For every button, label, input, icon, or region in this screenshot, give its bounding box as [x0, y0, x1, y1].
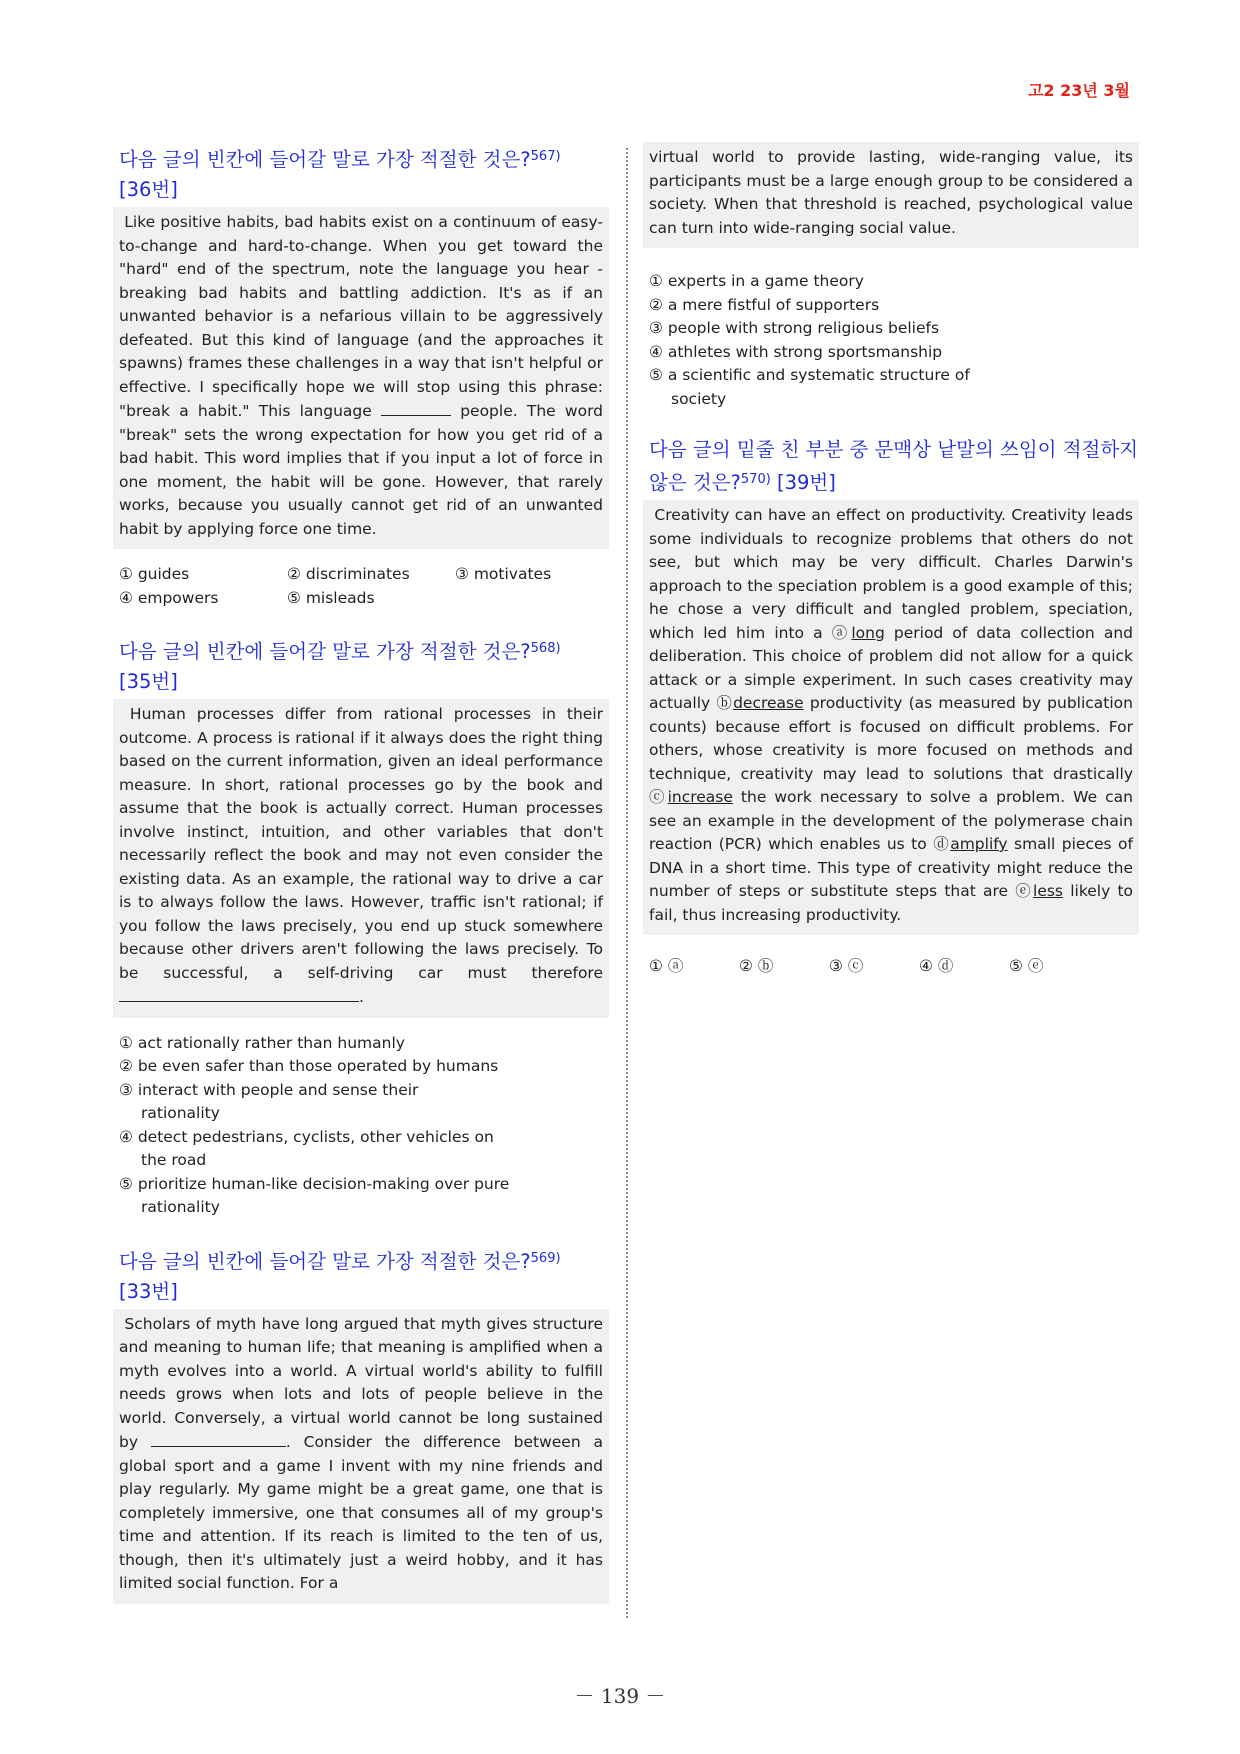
question-569-title [119, 1244, 609, 1307]
passage-text: Creativity can have an effect on productivity. Creativity leads some individuals to recognize problems that others do not see, but which may be very difficult. Charles Darwin's approach to the speciation problem is a good example of this; he chose a very difficult and tangled problem, speciation, which led him into a [649, 506, 1133, 642]
marker-a: ⓐ [831, 623, 852, 642]
choice-3[interactable]: ③ people with strong religious beliefs [649, 319, 940, 337]
footnote-mark: 569) [530, 1250, 561, 1266]
passage-text: period of data collection and deliberation. This choice of problem did not allow for a quick attack or a simple experiment. In such cases creativity may actually [649, 623, 1133, 712]
question-title-text: 다음 글의 밑줄 친 부분 중 문맥상 낱말의 쓰임이 적절하지 않은 것은? [649, 438, 1139, 494]
question-title-text: 다음 글의 빈칸에 들어갈 말로 가장 적절한 것은? [119, 1249, 531, 1273]
choice-5[interactable]: ⑤ misleads [287, 588, 375, 607]
question-number: [35번] [119, 670, 178, 693]
footnote-mark: 568) [530, 641, 561, 656]
question-title-text: 다음 글의 빈칸에 들어갈 말로 가장 적절한 것은? [119, 148, 531, 171]
choice-1[interactable]: ① guides [119, 565, 190, 583]
footnote-mark: 567) [530, 149, 561, 164]
marker-b: ⓑ [716, 694, 734, 712]
passage-text: the work necessary to solve a problem. We can see an example in the development of the polymerase chain reaction (PCR) which enables us to [649, 788, 1133, 853]
passage-text: Like positive habits, bad habits exist on a continuum of easy-to-change and hard-to-change. When you get toward the "hard" end of the spectrum, note the language you hear - breaking bad habits and battling addiction. It's as if an unwanted behavior is a nefarious villain to be aggressively defeated. But this kind of language (and the approaches it spawns) frames these challenges in a way that isn't helpful or effective. I specifically hope we will stop using this phrase: "break a habit." This language [119, 213, 603, 420]
passage-text: people. The word "break" sets the wrong expectation for how you get rid of a bad habit. This word implies that if you input a lot of force in one moment, the habit will be gone. However, that rarely works, because you usually cannot get rid of an unwanted habit by applying force one time. [119, 402, 604, 538]
choice-2[interactable]: ② ⓑ [739, 957, 774, 975]
passage-570 [643, 500, 1139, 935]
underlined-word-a: long [851, 623, 885, 642]
passage-text: Human processes differ from rational processes in their outcome. A process is rational if it always does the right thing based on the current information, given an ideal performance measure. In short, rational processes go by the book and assume that the book is actually correct. Human processes involve instinct, intuition, and other variables that don't necessarily reflect the book and may not even consider the existing data. As an example, the rational way to drive a car is to always follow the laws. However, traffic isn't rational; if you follow the laws precisely, you end up stuck somewhere because other drivers aren't following the laws precisely. To be successful, a self-driving car must therefore [119, 705, 603, 982]
underlined-word-c: increase [667, 788, 733, 806]
answer-blank [151, 1430, 286, 1447]
choice-5[interactable]: ⑤ a scientific and systematic structure of society [649, 366, 970, 408]
choice-1[interactable]: ① experts in a game theory [649, 272, 864, 290]
choices-567 [119, 563, 609, 610]
passage-569-part2 [643, 142, 1139, 248]
underlined-word-b: decrease [733, 694, 804, 712]
footnote-mark: 570) [740, 472, 771, 487]
passage-text: Scholars of myth have long argued that myth gives structure and meaning to human life; that meaning is amplified when a myth evolves into a world. A virtual world's ability to fulfill needs grows when lots and lots of people believe in the world. Conversely, a virtual world cannot be long sustained by [119, 1314, 603, 1451]
choices-570 [649, 955, 1139, 979]
choice-1[interactable]: ① act rationally rather than humanly [119, 1033, 405, 1052]
answer-blank [119, 985, 359, 1002]
question-568-title [119, 634, 609, 697]
choice-2[interactable]: ② a mere fistful of supporters [649, 295, 880, 314]
right-column [643, 142, 1139, 979]
choice-5[interactable]: ⑤ ⓔ [1009, 957, 1044, 975]
marker-d: ⓓ [933, 835, 951, 853]
choice-5[interactable]: ⑤ prioritize human-like decision-making over pure rationality [119, 1174, 510, 1216]
question-567-title [119, 142, 609, 205]
passage-text: small pieces of DNA in a short time. This type of creativity might reduce the number of steps or substitute steps that are [649, 835, 1133, 900]
choice-2[interactable]: ② be even safer than those operated by humans [119, 1057, 499, 1075]
underlined-word-d: amplify [950, 835, 1008, 853]
choice-3[interactable]: ③ interact with people and sense their rationality [119, 1080, 419, 1122]
choice-4[interactable]: ④ ⓓ [919, 957, 954, 975]
choice-3[interactable]: ③ motivates [455, 565, 552, 583]
underlined-word-e: less [1033, 882, 1064, 900]
choice-2[interactable]: ② discriminates [287, 565, 410, 583]
passage-567 [113, 207, 609, 549]
question-number: [36번] [119, 178, 178, 201]
choice-4[interactable]: ④ detect pedestrians, cyclists, other vehicles on the road [119, 1127, 494, 1169]
column-divider [626, 148, 628, 1618]
choice-1[interactable]: ① ⓐ [649, 957, 684, 975]
marker-e: ⓔ [1015, 882, 1034, 900]
passage-text: . Consider the difference between a global sport and a game I invent with my nine friends and play regularly. My game might be a great game, one that is completely immersive, one that consumes all of my group's time and attention. If its reach is limited to the ten of us, though, then it's ultimately just a weird hobby, and it has limited social function. For a [119, 1433, 603, 1592]
question-570-title [649, 435, 1139, 498]
page-number: － 139 － [574, 1684, 666, 1708]
question-number: [39번] [777, 471, 836, 494]
choice-4[interactable]: ④ empowers [119, 588, 219, 607]
exam-tag: 고2 23년 3월 [1027, 81, 1130, 100]
passage-568: Human processes differ from rational processes in their outcome. A process is rational if it always does the right thing based on the current information, given an ideal performance measure. In short, rational processes go by the book and assume that the book is actually correct. Human processes involve instinct, intuition, and other variables that don't necessarily reflect the book and may not even consider the existing data. As an example, the rational way to drive a car is to always follow the laws. However, traffic isn't rational; if you follow the laws precisely, you end up stuck somewhere because other drivers aren't following the laws precisely. To be successful, a self-driving car must therefore . [113, 699, 609, 1018]
question-number: [33번] [119, 1279, 178, 1303]
marker-c: ⓒ [649, 788, 668, 806]
choice-4[interactable]: ④ athletes with strong sportsmanship [649, 342, 943, 361]
choices-568 [119, 1032, 609, 1220]
choices-569 [649, 270, 1139, 411]
passage-569-part1 [113, 1309, 609, 1604]
left-column [113, 142, 609, 1604]
answer-blank [381, 399, 451, 416]
question-title-text: 다음 글의 빈칸에 들어갈 말로 가장 적절한 것은? [119, 640, 531, 663]
choice-3[interactable]: ③ ⓒ [829, 957, 864, 975]
passage-text: virtual world to provide lasting, wide-ranging value, its participants must be a large enough group to be considered a society. When that threshold is reached, psychological value can turn into wide-ranging social value. [649, 148, 1133, 237]
passage-text: likely to fail, thus increasing productivity. [649, 882, 1133, 924]
passage-text: productivity (as measured by publication counts) because effort is focused on difficult problems. For others, whose creativity is more focused on methods and technique, creativity may lead to solutions that drastically [649, 694, 1133, 783]
